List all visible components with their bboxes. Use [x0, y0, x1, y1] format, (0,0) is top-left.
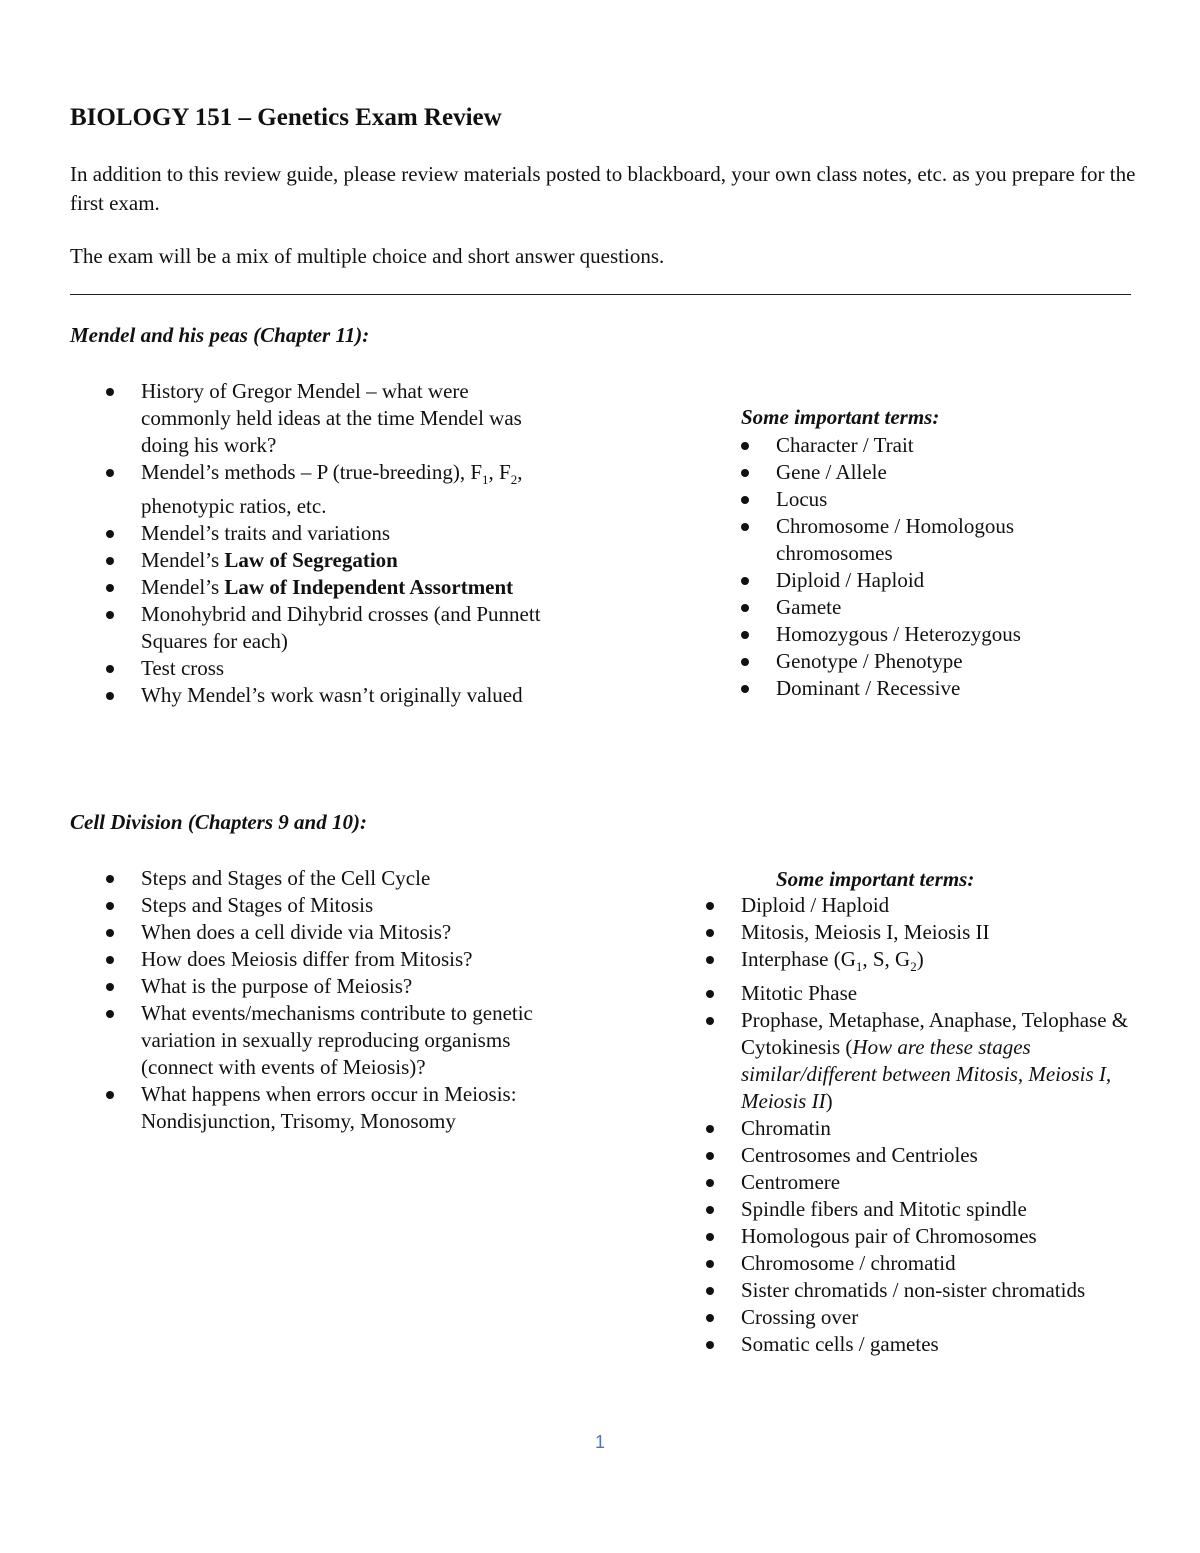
section-heading-mendel: Mendel and his peas (Chapter 11): [70, 323, 370, 347]
bullet-icon [706, 1017, 714, 1025]
bullet-icon [741, 577, 749, 585]
list-item: Mendel’s methods – P (true-breeding), $F_1$, $F_2$, phenotypic ratios, etc. [141, 459, 551, 520]
bullet-icon [706, 956, 714, 964]
bullet-icon [706, 1125, 714, 1133]
list-item: Steps and Stages of the Cell Cycle [141, 865, 581, 892]
list-item: Dominant / Recessive [776, 675, 1076, 702]
list-item: Mendel’s traits and variations [141, 520, 551, 547]
bullet-icon [706, 929, 714, 937]
list-item: Interphase ($G_1$, S, $G_2$) [741, 946, 1141, 980]
list-item: Chromatin [741, 1115, 1141, 1142]
bullet-icon [106, 902, 114, 910]
bullet-icon [741, 469, 749, 477]
bullet-icon [741, 442, 749, 450]
bullet-icon [106, 469, 114, 477]
bullet-icon [106, 611, 114, 619]
list-item: Locus [776, 486, 1076, 513]
bullet-icon [741, 523, 749, 531]
bullet-icon [106, 530, 114, 538]
page-title: BIOLOGY 151 – Genetics Exam Review [70, 104, 502, 131]
list-item: When does a cell divide via Mitosis? [141, 919, 581, 946]
bullet-icon [106, 665, 114, 673]
bullet-icon [741, 604, 749, 612]
list-item: Monohybrid and Dihybrid crosses (and Punnett Squares for each) [141, 601, 551, 655]
list-item: Mendel’s Law of Independent Assortment [141, 574, 551, 601]
section-heading-cell-division: Cell Division (Chapters 9 and 10): [70, 810, 367, 834]
bullet-icon [106, 1091, 114, 1099]
bullet-icon [106, 557, 114, 565]
list-item: Somatic cells / gametes [741, 1331, 1141, 1358]
list-item: Genotype / Phenotype [776, 648, 1076, 675]
bullet-icon [706, 1287, 714, 1295]
intro-paragraph: In addition to this review guide, please review materials posted to blackboard, your own class notes, etc. as you prepare for the first exam. [70, 162, 1136, 215]
list-item: Steps and Stages of Mitosis [141, 892, 581, 919]
list-item: Gamete [776, 594, 1076, 621]
list-item: Mitotic Phase [741, 980, 1141, 1007]
bullet-icon [706, 1206, 714, 1214]
bullet-icon [106, 929, 114, 937]
list-item: Diploid / Haploid [741, 892, 1141, 919]
list-item: Chromosome / chromatid [741, 1250, 1141, 1277]
bullet-icon [106, 956, 114, 964]
list-item: Diploid / Haploid [776, 567, 1076, 594]
bullet-icon [706, 902, 714, 910]
list-item: Homologous pair of Chromosomes [741, 1223, 1141, 1250]
bullet-icon [741, 496, 749, 504]
cell-division-topics-list [141, 865, 581, 1135]
terms-heading-mendel: Some important terms: [741, 405, 940, 429]
bullet-icon [741, 631, 749, 639]
list-item: Test cross [141, 655, 551, 682]
list-item: Centromere [741, 1169, 1141, 1196]
bullet-icon [706, 1341, 714, 1349]
bullet-icon [706, 1152, 714, 1160]
bullet-icon [706, 1314, 714, 1322]
page-number: 1 [594, 1432, 605, 1452]
list-item: Mendel’s Law of Segregation [141, 547, 551, 574]
bullet-icon [741, 685, 749, 693]
section-divider [70, 294, 1131, 295]
bullet-icon [106, 388, 114, 396]
list-item: Crossing over [741, 1304, 1141, 1331]
bullet-icon [741, 658, 749, 666]
exam-format-note: The exam will be a mix of multiple choice and short answer questions. [70, 244, 665, 268]
bullet-icon [106, 875, 114, 883]
list-item: Prophase, Metaphase, Anaphase, Telophase & Cytokinesis (How are these stages similar/different between Mitosis, Meiosis I, Meiosis II) [741, 1007, 1141, 1115]
list-item: Character / Trait [776, 432, 1076, 459]
list-item: Gene / Allele [776, 459, 1076, 486]
bullet-icon [706, 1260, 714, 1268]
list-item: Mitosis, Meiosis I, Meiosis II [741, 919, 1141, 946]
cell-division-terms-list [741, 892, 1141, 1358]
bullet-icon [106, 584, 114, 592]
list-item: Why Mendel’s work wasn’t originally valued [141, 682, 551, 709]
bullet-icon [106, 1010, 114, 1018]
list-item: History of Gregor Mendel – what were commonly held ideas at the time Mendel was doing his work? [141, 378, 551, 459]
bullet-icon [706, 1233, 714, 1241]
list-item: Centrosomes and Centrioles [741, 1142, 1141, 1169]
list-item: What events/mechanisms contribute to genetic variation in sexually reproducing organisms (connect with events of Meiosis)? [141, 1000, 581, 1081]
bullet-icon [106, 692, 114, 700]
bullet-icon [106, 983, 114, 991]
list-item: Spindle fibers and Mitotic spindle [741, 1196, 1141, 1223]
bullet-icon [706, 1179, 714, 1187]
list-item: How does Meiosis differ from Mitosis? [141, 946, 581, 973]
mendel-topics-list [141, 378, 551, 709]
list-item: Homozygous / Heterozygous [776, 621, 1076, 648]
list-item: What is the purpose of Meiosis? [141, 973, 581, 1000]
bullet-icon [706, 990, 714, 998]
terms-heading-cell-division: Some important terms: [776, 867, 975, 891]
mendel-terms-list [776, 432, 1076, 702]
list-item: Chromosome / Homologous chromosomes [776, 513, 1076, 567]
list-item: Sister chromatids / non-sister chromatids [741, 1277, 1141, 1304]
list-item: What happens when errors occur in Meiosis: Nondisjunction, Trisomy, Monosomy [141, 1081, 581, 1135]
